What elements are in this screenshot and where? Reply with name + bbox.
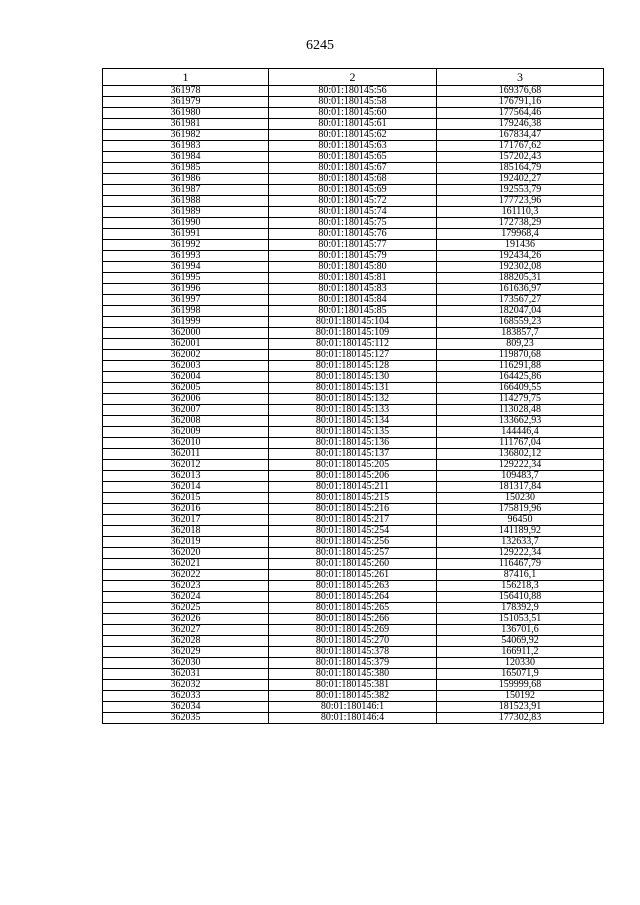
value-cell: 181317,84 (437, 482, 604, 493)
value-cell: 179246,38 (437, 119, 604, 130)
table-row (103, 680, 604, 691)
value-cell: 177723,96 (437, 196, 604, 207)
row-number-cell: 361997 (103, 295, 269, 306)
table-row (103, 592, 604, 603)
value-cell: 192302,08 (437, 262, 604, 273)
value-cell: 150230 (437, 493, 604, 504)
table-row (103, 537, 604, 548)
row-number-cell: 362002 (103, 350, 269, 361)
value-cell: 129222,34 (437, 548, 604, 559)
table-row (103, 471, 604, 482)
cadastral-number-cell: 80:01:180145:63 (269, 141, 437, 152)
cadastral-number-cell: 80:01:180145:75 (269, 218, 437, 229)
row-number-cell: 362017 (103, 515, 269, 526)
cadastral-number-cell: 80:01:180145:109 (269, 328, 437, 339)
row-number-cell: 361999 (103, 317, 269, 328)
value-cell: 185164,79 (437, 163, 604, 174)
table-row (103, 570, 604, 581)
cadastral-number-cell: 80:01:180145:260 (269, 559, 437, 570)
cadastral-number-cell: 80:01:180145:130 (269, 372, 437, 383)
table-row (103, 647, 604, 658)
row-number-cell: 362025 (103, 603, 269, 614)
table-row (103, 328, 604, 339)
cadastral-number-cell: 80:01:180145:215 (269, 493, 437, 504)
row-number-cell: 361984 (103, 152, 269, 163)
value-cell: 191436 (437, 240, 604, 251)
table-row (103, 218, 604, 229)
row-number-cell: 361991 (103, 229, 269, 240)
table-row (103, 163, 604, 174)
value-cell: 151053,51 (437, 614, 604, 625)
table-row (103, 548, 604, 559)
row-number-cell: 362016 (103, 504, 269, 515)
row-number-cell: 362027 (103, 625, 269, 636)
table-row (103, 449, 604, 460)
table-row (103, 273, 604, 284)
table-row (103, 284, 604, 295)
table-row (103, 559, 604, 570)
value-cell: 177302,83 (437, 713, 604, 724)
value-cell: 179968,4 (437, 229, 604, 240)
table-row (103, 295, 604, 306)
value-cell: 188205,31 (437, 273, 604, 284)
table-row (103, 460, 604, 471)
cadastral-number-cell: 80:01:180145:67 (269, 163, 437, 174)
data-table (102, 68, 604, 724)
cadastral-number-cell: 80:01:180145:81 (269, 273, 437, 284)
row-number-cell: 362028 (103, 636, 269, 647)
row-number-cell: 361990 (103, 218, 269, 229)
value-cell: 165071,9 (437, 669, 604, 680)
cadastral-number-cell: 80:01:180145:84 (269, 295, 437, 306)
table-row (103, 130, 604, 141)
row-number-cell: 362001 (103, 339, 269, 350)
table-row (103, 713, 604, 724)
row-number-cell: 361981 (103, 119, 269, 130)
cadastral-number-cell: 80:01:180145:217 (269, 515, 437, 526)
cadastral-number-cell: 80:01:180145:134 (269, 416, 437, 427)
row-number-cell: 362030 (103, 658, 269, 669)
value-cell: 182047,04 (437, 306, 604, 317)
row-number-cell: 362010 (103, 438, 269, 449)
row-number-cell: 361985 (103, 163, 269, 174)
row-number-cell: 362031 (103, 669, 269, 680)
value-cell: 132633,7 (437, 537, 604, 548)
table-row (103, 526, 604, 537)
row-number-cell: 361978 (103, 86, 269, 97)
row-number-cell: 361992 (103, 240, 269, 251)
row-number-cell: 362004 (103, 372, 269, 383)
table-row (103, 141, 604, 152)
row-number-cell: 362006 (103, 394, 269, 405)
cadastral-number-cell: 80:01:180145:264 (269, 592, 437, 603)
table-body (103, 86, 604, 724)
cadastral-number-cell: 80:01:180145:135 (269, 427, 437, 438)
value-cell: 114279,75 (437, 394, 604, 405)
row-number-cell: 362033 (103, 691, 269, 702)
value-cell: 87416,1 (437, 570, 604, 581)
table-row (103, 427, 604, 438)
row-number-cell: 361979 (103, 97, 269, 108)
value-cell: 111767,04 (437, 438, 604, 449)
cadastral-number-cell: 80:01:180145:131 (269, 383, 437, 394)
value-cell: 144446,4 (437, 427, 604, 438)
value-cell: 172738,29 (437, 218, 604, 229)
cadastral-number-cell: 80:01:180145:65 (269, 152, 437, 163)
row-number-cell: 362005 (103, 383, 269, 394)
cadastral-number-cell: 80:01:180145:270 (269, 636, 437, 647)
value-cell: 136802,12 (437, 449, 604, 460)
row-number-cell: 362007 (103, 405, 269, 416)
cadastral-number-cell: 80:01:180145:137 (269, 449, 437, 460)
value-cell: 192434,26 (437, 251, 604, 262)
row-number-cell: 362013 (103, 471, 269, 482)
row-number-cell: 362021 (103, 559, 269, 570)
value-cell: 178392,9 (437, 603, 604, 614)
value-cell: 157202,43 (437, 152, 604, 163)
cadastral-number-cell: 80:01:180145:211 (269, 482, 437, 493)
table-row (103, 504, 604, 515)
table-row (103, 262, 604, 273)
row-number-cell: 361988 (103, 196, 269, 207)
row-number-cell: 362029 (103, 647, 269, 658)
row-number-cell: 362019 (103, 537, 269, 548)
table-row (103, 317, 604, 328)
value-cell: 119870,68 (437, 350, 604, 361)
cadastral-number-cell: 80:01:180145:254 (269, 526, 437, 537)
row-number-cell: 361995 (103, 273, 269, 284)
row-number-cell: 362024 (103, 592, 269, 603)
value-cell: 116291,88 (437, 361, 604, 372)
value-cell: 176791,16 (437, 97, 604, 108)
row-number-cell: 361998 (103, 306, 269, 317)
table-row (103, 482, 604, 493)
row-number-cell: 361993 (103, 251, 269, 262)
cadastral-number-cell: 80:01:180146:1 (269, 702, 437, 713)
table-row (103, 108, 604, 119)
cadastral-number-cell: 80:01:180145:269 (269, 625, 437, 636)
cadastral-number-cell: 80:01:180145:133 (269, 405, 437, 416)
table-row (103, 207, 604, 218)
row-number-cell: 362026 (103, 614, 269, 625)
column-header-2: 2 (269, 69, 437, 86)
cadastral-number-cell: 80:01:180145:265 (269, 603, 437, 614)
table-row (103, 438, 604, 449)
cadastral-number-cell: 80:01:180145:68 (269, 174, 437, 185)
value-cell: 141189,92 (437, 526, 604, 537)
value-cell: 136701,6 (437, 625, 604, 636)
value-cell: 173567,27 (437, 295, 604, 306)
value-cell: 150192 (437, 691, 604, 702)
table-row (103, 702, 604, 713)
table-row (103, 229, 604, 240)
cadastral-number-cell: 80:01:180145:58 (269, 97, 437, 108)
cadastral-number-cell: 80:01:180145:380 (269, 669, 437, 680)
table-row (103, 493, 604, 504)
column-header-1: 1 (103, 69, 269, 86)
cadastral-number-cell: 80:01:180145:72 (269, 196, 437, 207)
value-cell: 109483,7 (437, 471, 604, 482)
cadastral-number-cell: 80:01:180145:80 (269, 262, 437, 273)
row-number-cell: 362018 (103, 526, 269, 537)
table-row (103, 372, 604, 383)
value-cell: 161110,3 (437, 207, 604, 218)
table-row (103, 185, 604, 196)
cadastral-number-cell: 80:01:180145:205 (269, 460, 437, 471)
cadastral-number-cell: 80:01:180145:85 (269, 306, 437, 317)
row-number-cell: 362022 (103, 570, 269, 581)
page-number: 6245 (306, 38, 334, 53)
value-cell: 129222,34 (437, 460, 604, 471)
cadastral-number-cell: 80:01:180145:261 (269, 570, 437, 581)
table-row (103, 174, 604, 185)
table-row (103, 306, 604, 317)
value-cell: 164425,86 (437, 372, 604, 383)
value-cell: 181523,91 (437, 702, 604, 713)
cadastral-number-cell: 80:01:180145:112 (269, 339, 437, 350)
cadastral-number-cell: 80:01:180145:69 (269, 185, 437, 196)
value-cell: 169376,68 (437, 86, 604, 97)
table-row (103, 383, 604, 394)
cadastral-number-cell: 80:01:180145:136 (269, 438, 437, 449)
table-row (103, 691, 604, 702)
value-cell: 166409,55 (437, 383, 604, 394)
table-row (103, 196, 604, 207)
cadastral-number-cell: 80:01:180145:74 (269, 207, 437, 218)
table-row (103, 669, 604, 680)
value-cell: 113028,48 (437, 405, 604, 416)
table-row (103, 119, 604, 130)
cadastral-number-cell: 80:01:180145:76 (269, 229, 437, 240)
row-number-cell: 361982 (103, 130, 269, 141)
table-row (103, 625, 604, 636)
row-number-cell: 362023 (103, 581, 269, 592)
table-row (103, 361, 604, 372)
table-row (103, 405, 604, 416)
cadastral-number-cell: 80:01:180145:83 (269, 284, 437, 295)
value-cell: 161636,97 (437, 284, 604, 295)
value-cell: 156410,88 (437, 592, 604, 603)
table-row (103, 515, 604, 526)
cadastral-number-cell: 80:01:180145:104 (269, 317, 437, 328)
row-number-cell: 361980 (103, 108, 269, 119)
value-cell: 171767,62 (437, 141, 604, 152)
row-number-cell: 361989 (103, 207, 269, 218)
row-number-cell: 362011 (103, 449, 269, 460)
row-number-cell: 361996 (103, 284, 269, 295)
row-number-cell: 362000 (103, 328, 269, 339)
table-row (103, 658, 604, 669)
cadastral-number-cell: 80:01:180145:127 (269, 350, 437, 361)
table-row (103, 614, 604, 625)
value-cell: 116467,79 (437, 559, 604, 570)
table-row (103, 339, 604, 350)
table-row (103, 152, 604, 163)
row-number-cell: 361994 (103, 262, 269, 273)
table-row (103, 394, 604, 405)
cadastral-number-cell: 80:01:180145:379 (269, 658, 437, 669)
cadastral-number-cell: 80:01:180145:216 (269, 504, 437, 515)
table-row (103, 603, 604, 614)
cadastral-number-cell: 80:01:180145:79 (269, 251, 437, 262)
value-cell: 54069,92 (437, 636, 604, 647)
value-cell: 183857,7 (437, 328, 604, 339)
cadastral-number-cell: 80:01:180145:132 (269, 394, 437, 405)
cadastral-number-cell: 80:01:180145:77 (269, 240, 437, 251)
row-number-cell: 362020 (103, 548, 269, 559)
cadastral-number-cell: 80:01:180145:60 (269, 108, 437, 119)
row-number-cell: 362012 (103, 460, 269, 471)
row-number-cell: 362003 (103, 361, 269, 372)
value-cell: 159999,68 (437, 680, 604, 691)
row-number-cell: 362009 (103, 427, 269, 438)
value-cell: 809,23 (437, 339, 604, 350)
table-row (103, 350, 604, 361)
value-cell: 133662,93 (437, 416, 604, 427)
value-cell: 168559,23 (437, 317, 604, 328)
cadastral-number-cell: 80:01:180145:61 (269, 119, 437, 130)
cadastral-number-cell: 80:01:180145:263 (269, 581, 437, 592)
value-cell: 192553,79 (437, 185, 604, 196)
cadastral-number-cell: 80:01:180145:56 (269, 86, 437, 97)
table-row (103, 636, 604, 647)
header-row (103, 69, 604, 86)
row-number-cell: 362015 (103, 493, 269, 504)
cadastral-number-cell: 80:01:180145:266 (269, 614, 437, 625)
table-header (103, 69, 604, 86)
row-number-cell: 362014 (103, 482, 269, 493)
row-number-cell: 361987 (103, 185, 269, 196)
row-number-cell: 362035 (103, 713, 269, 724)
row-number-cell: 362034 (103, 702, 269, 713)
value-cell: 156218,3 (437, 581, 604, 592)
cadastral-number-cell: 80:01:180145:378 (269, 647, 437, 658)
cadastral-number-cell: 80:01:180145:256 (269, 537, 437, 548)
cadastral-number-cell: 80:01:180145:381 (269, 680, 437, 691)
column-header-3: 3 (437, 69, 604, 86)
value-cell: 192402,27 (437, 174, 604, 185)
table-row (103, 97, 604, 108)
cadastral-number-cell: 80:01:180145:257 (269, 548, 437, 559)
cadastral-number-cell: 80:01:180145:206 (269, 471, 437, 482)
value-cell: 175819,96 (437, 504, 604, 515)
row-number-cell: 362008 (103, 416, 269, 427)
cadastral-number-cell: 80:01:180146:4 (269, 713, 437, 724)
table-row (103, 240, 604, 251)
table-row (103, 416, 604, 427)
cadastral-number-cell: 80:01:180145:128 (269, 361, 437, 372)
row-number-cell: 362032 (103, 680, 269, 691)
row-number-cell: 361986 (103, 174, 269, 185)
table-row (103, 581, 604, 592)
value-cell: 166911,2 (437, 647, 604, 658)
cadastral-number-cell: 80:01:180145:382 (269, 691, 437, 702)
value-cell: 120330 (437, 658, 604, 669)
row-number-cell: 361983 (103, 141, 269, 152)
value-cell: 177564,46 (437, 108, 604, 119)
table-row (103, 86, 604, 97)
value-cell: 96450 (437, 515, 604, 526)
value-cell: 167834,47 (437, 130, 604, 141)
cadastral-number-cell: 80:01:180145:62 (269, 130, 437, 141)
table-row (103, 251, 604, 262)
